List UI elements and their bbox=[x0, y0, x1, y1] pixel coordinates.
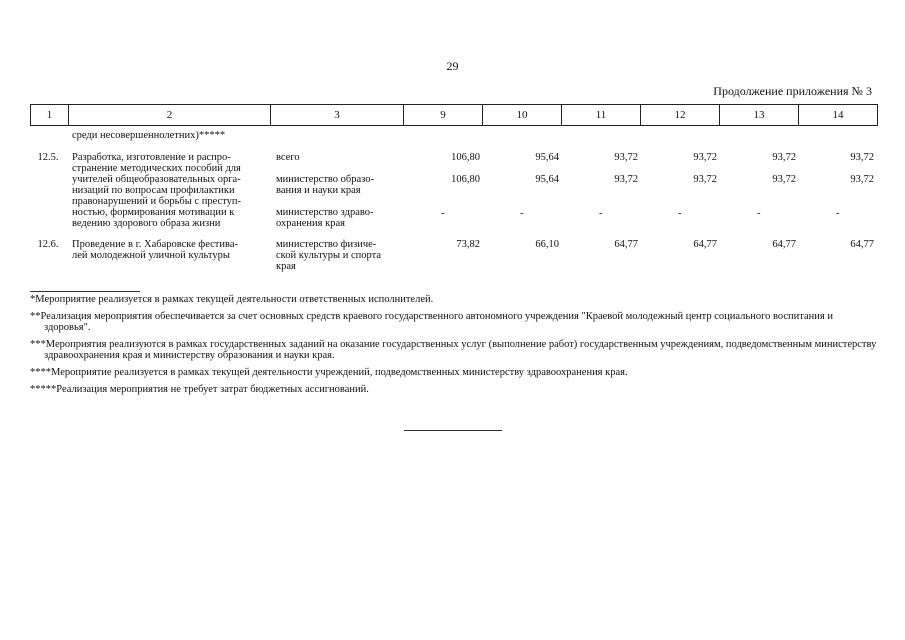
row-name-line: лей молодежной уличной культуры bbox=[72, 250, 230, 261]
footnote: **Реализация мероприятия обеспечивается за счет основных средств краевого государственного автономного учреждения "Краевой молодежный центр социального воспитания и здоровья". bbox=[30, 311, 833, 333]
row-name-line: правонарушений и борьбы с преступ- bbox=[72, 196, 241, 207]
row-name bbox=[72, 152, 272, 229]
column-header: 10 bbox=[483, 105, 562, 126]
footnotes bbox=[30, 294, 877, 401]
footnote: *****Реализация мероприятия не требует затрат бюджетных ассигнований. bbox=[30, 384, 369, 395]
column-header: 13 bbox=[720, 105, 799, 126]
value-cell: - bbox=[599, 208, 603, 219]
value-cell: 106,80 bbox=[451, 152, 480, 163]
page-number: 29 bbox=[446, 59, 459, 73]
executor bbox=[276, 152, 404, 163]
executor bbox=[276, 174, 404, 196]
footnote-separator bbox=[30, 291, 140, 292]
value-cell: 106,80 bbox=[451, 174, 480, 185]
column-header: 9 bbox=[404, 105, 483, 126]
executor-line: всего bbox=[276, 152, 300, 163]
value-cell: 64,77 bbox=[693, 239, 717, 250]
value-cell: 93,72 bbox=[693, 152, 717, 163]
value-cell: 93,72 bbox=[614, 174, 638, 185]
footnote: *Мероприятие реализуется в рамках текущей деятельности ответственных исполнителей. bbox=[30, 294, 434, 305]
column-header: 2 bbox=[69, 105, 271, 126]
end-separator bbox=[404, 430, 502, 431]
value-cell: - bbox=[441, 208, 445, 219]
row-name bbox=[72, 239, 272, 261]
column-header: 11 bbox=[562, 105, 641, 126]
row-number: 12.5. bbox=[37, 152, 59, 163]
value-cell: 93,72 bbox=[850, 152, 874, 163]
executor-line: края bbox=[276, 261, 296, 272]
row-name-line: Проведение в г. Хабаровске фестива- bbox=[72, 239, 238, 250]
value-cell: - bbox=[836, 208, 840, 219]
value-cell: 64,77 bbox=[614, 239, 638, 250]
value-cell: 93,72 bbox=[772, 174, 796, 185]
executor-line: министерство образо- bbox=[276, 174, 375, 185]
footnote: ***Мероприятия реализуются в рамках государственных заданий на оказание государственных услуг (выполнение работ) государственным учреждениям, подведомственным министерству здравоохранения края и министерству образования и науки края. bbox=[30, 339, 877, 361]
value-cell: 64,77 bbox=[850, 239, 874, 250]
executor-line: ской культуры и спорта bbox=[276, 250, 381, 261]
row-name-line: Разработка, изготовление и распро- bbox=[72, 152, 231, 163]
row-number: 12.6. bbox=[37, 239, 59, 250]
executor bbox=[276, 207, 404, 229]
value-cell: 93,72 bbox=[693, 174, 717, 185]
value-cell: 66,10 bbox=[535, 239, 559, 250]
column-header-table bbox=[30, 104, 878, 126]
executor bbox=[276, 239, 404, 272]
footnote: ****Мероприятие реализуется в рамках текущей деятельности учреждений, подведомственных министерству здравоохранения края. bbox=[30, 367, 628, 378]
value-cell: - bbox=[757, 208, 761, 219]
column-header: 3 bbox=[271, 105, 404, 126]
value-cell: 95,64 bbox=[535, 152, 559, 163]
row-name-line: низаций по вопросам профилактики bbox=[72, 185, 235, 196]
value-cell: 73,82 bbox=[456, 239, 480, 250]
value-cell: 93,72 bbox=[772, 152, 796, 163]
column-header-row bbox=[31, 105, 878, 126]
carry-over-text: среди несовершеннолетних)***** bbox=[72, 130, 226, 141]
value-cell: - bbox=[520, 208, 524, 219]
executor-line: министерство здраво- bbox=[276, 207, 374, 218]
column-header: 12 bbox=[641, 105, 720, 126]
value-cell: 64,77 bbox=[772, 239, 796, 250]
executor-line: охранения края bbox=[276, 218, 345, 229]
row-name-line: ведению здорового образа жизни bbox=[72, 218, 221, 229]
value-cell: 93,72 bbox=[614, 152, 638, 163]
value-cell: 93,72 bbox=[850, 174, 874, 185]
executor-line: вания и науки края bbox=[276, 185, 361, 196]
column-header: 14 bbox=[799, 105, 878, 126]
value-cell: - bbox=[678, 208, 682, 219]
value-cell: 95,64 bbox=[535, 174, 559, 185]
continuation-label: Продолжение приложения № 3 bbox=[713, 84, 872, 98]
row-name-line: учителей общеобразовательных орга- bbox=[72, 174, 241, 185]
column-header: 1 bbox=[31, 105, 69, 126]
row-name-line: ностью, формирования мотивации к bbox=[72, 207, 235, 218]
executor-line: министерство физиче- bbox=[276, 239, 377, 250]
row-name-line: странение методических пособий для bbox=[72, 163, 241, 174]
